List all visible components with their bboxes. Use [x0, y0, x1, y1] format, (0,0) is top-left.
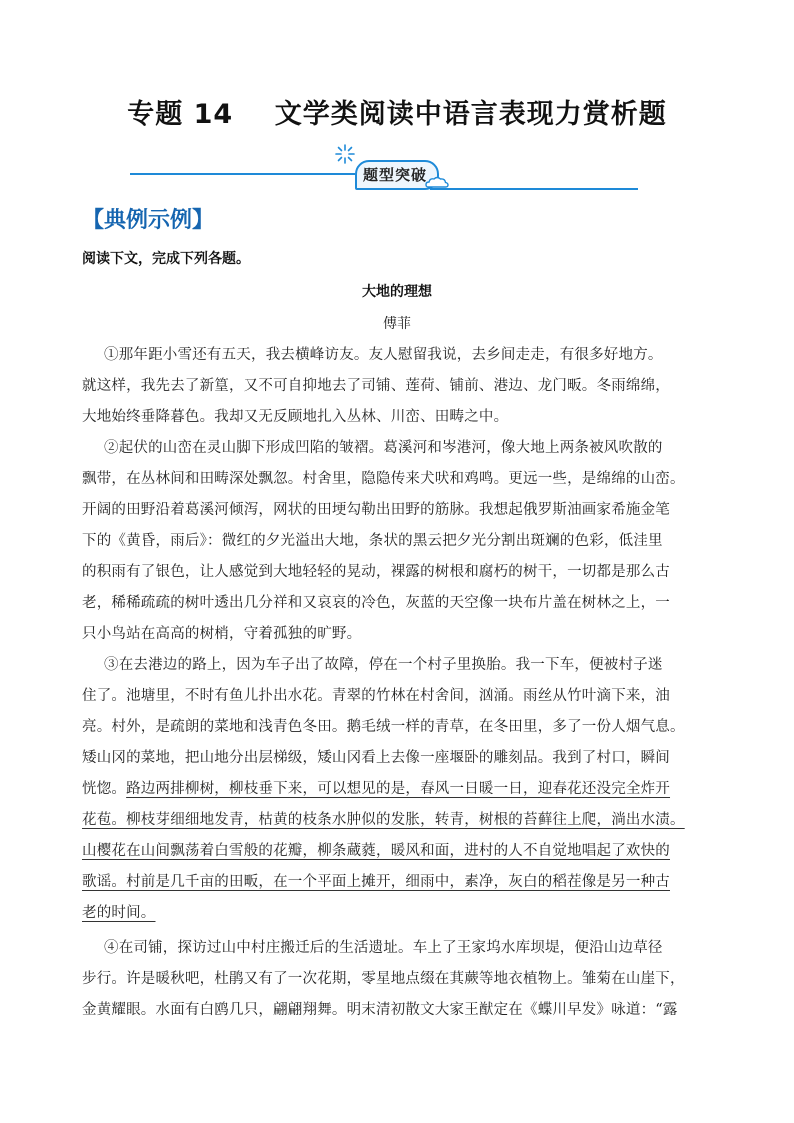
instruction-text: 阅读下文，完成下列各题。: [82, 251, 250, 267]
sparkle-icon: [334, 143, 356, 165]
underlined-line: 花苞。柳枝芽细细地发青，枯黄的枝条水肿似的发胀，转青，树根的苔藓往上爬，淌出水渍。: [82, 812, 685, 828]
section-banner: [355, 160, 447, 190]
paragraph-line: 下的《黄昏，雨后》：微红的夕光溢出大地，条状的黑云把夕光分割出斑斓的色彩，低洼里: [82, 533, 663, 549]
paragraph-line: ②起伏的山峦在灵山脚下形成凹陷的皱褶。葛溪河和岑港河，像大地上两条被风吹散的: [104, 440, 663, 456]
paragraph-line: 就这样，我先去了新篁，又不可自抑地去了司铺、莲荷、铺前、港边、龙门畈。冬雨绵绵，: [82, 378, 670, 394]
paragraph-line: ①那年距小雪还有五天，我去横峰访友。友人慰留我说，去乡间走走，有很多好地方。: [104, 347, 663, 363]
paragraph-line: ③在去港边的路上，因为车子出了故障，停在一个村子里换胎。我一下车，便被村子迷: [104, 657, 663, 673]
paragraph-line: 开阔的田野沿着葛溪河倾泻，网状的田埂勾勒出田野的筋脉。我想起俄罗斯油画家希施金笔: [82, 502, 670, 518]
paragraph-line: 步行。许是暖秋吧，杜鹃又有了一次花期，零星地点缀在萁蕨等地衣植物上。雏菊在山崖下，: [82, 971, 685, 987]
paragraph-line: 大地始终垂降暮色。我却又无反顾地扎入丛林、川峦、田畴之中。: [82, 409, 509, 425]
mixed-line: [82, 777, 670, 798]
cloud-icon: [425, 176, 449, 188]
paragraph-line: 金黄耀眼。水面有白鸥几只，翩翩翔舞。明末清初散文大家王猷定在《蝶川早发》咏道：“露: [82, 1002, 678, 1018]
article-author: 傅菲: [383, 316, 411, 332]
banner-label: 题型突破: [363, 166, 428, 184]
underlined-line: 歌谣。村前是几千亩的田畈，在一个平面上摊开，细雨中，素净，灰白的稻茬像是另一种古: [82, 874, 670, 890]
section-heading: 【典例示例】: [82, 208, 215, 233]
paragraph-line: 只小鸟站在高高的树梢，守着孤独的旷野。: [82, 626, 362, 642]
paragraph-line: 老，稀稀疏疏的树叶透出几分祥和又哀哀的冷色，灰蓝的天空像一块布片盖在树林之上，一: [82, 595, 670, 611]
underlined-line: 老的时间。: [82, 905, 156, 921]
title-divider-right: [430, 188, 638, 190]
underlined-line: 山樱花在山间飘荡着白雪般的花瓣，柳条蔵蕤，暖风和面，进村的人不自觉地唱起了欢快的: [82, 843, 670, 859]
paragraph-line: 飘带，在丛林间和田畴深处飘忽。村舍里，隐隐传来犬吠和鸡鸣。更远一些，是绵绵的山峦。: [82, 471, 685, 487]
paragraph-line: 的积雨有了银色，让人感觉到大地轻轻的晃动，裸露的树根和腐朽的树干，一切都是那么古: [82, 564, 670, 580]
article-title: 大地的理想: [362, 284, 432, 300]
underlined-text: 路边两排柳树，柳枝垂下来，可以想见的是，春风一日暖一日，迎春花还没完全炸开: [126, 781, 671, 797]
paragraph-line: ④在司铺，探访过山中村庄搬迁后的生活遗址。车上了王家坞水库坝堤，便沿山边草径: [104, 940, 663, 956]
paragraph-line: 矮山冈的菜地，把山地分出层梯级，矮山冈看上去像一座堰卧的雕刻品。我到了村口，瞬间: [82, 750, 670, 766]
paragraph-line: 住了。池塘里，不时有鱼儿扑出水花。青翠的竹林在村舍间，汹涌。雨丝从竹叶滴下来，油: [82, 688, 670, 704]
page-title: 专题 14 文学类阅读中语言表现力赏析题: [127, 99, 667, 130]
plain-text: 恍惚。: [82, 781, 127, 797]
paragraph-line: 亮。村外，是疏朗的菜地和浅青色冬田。鹅毛绒一样的青草，在冬田里，多了一份人烟气息。: [82, 719, 685, 735]
title-divider-left: [130, 173, 355, 175]
